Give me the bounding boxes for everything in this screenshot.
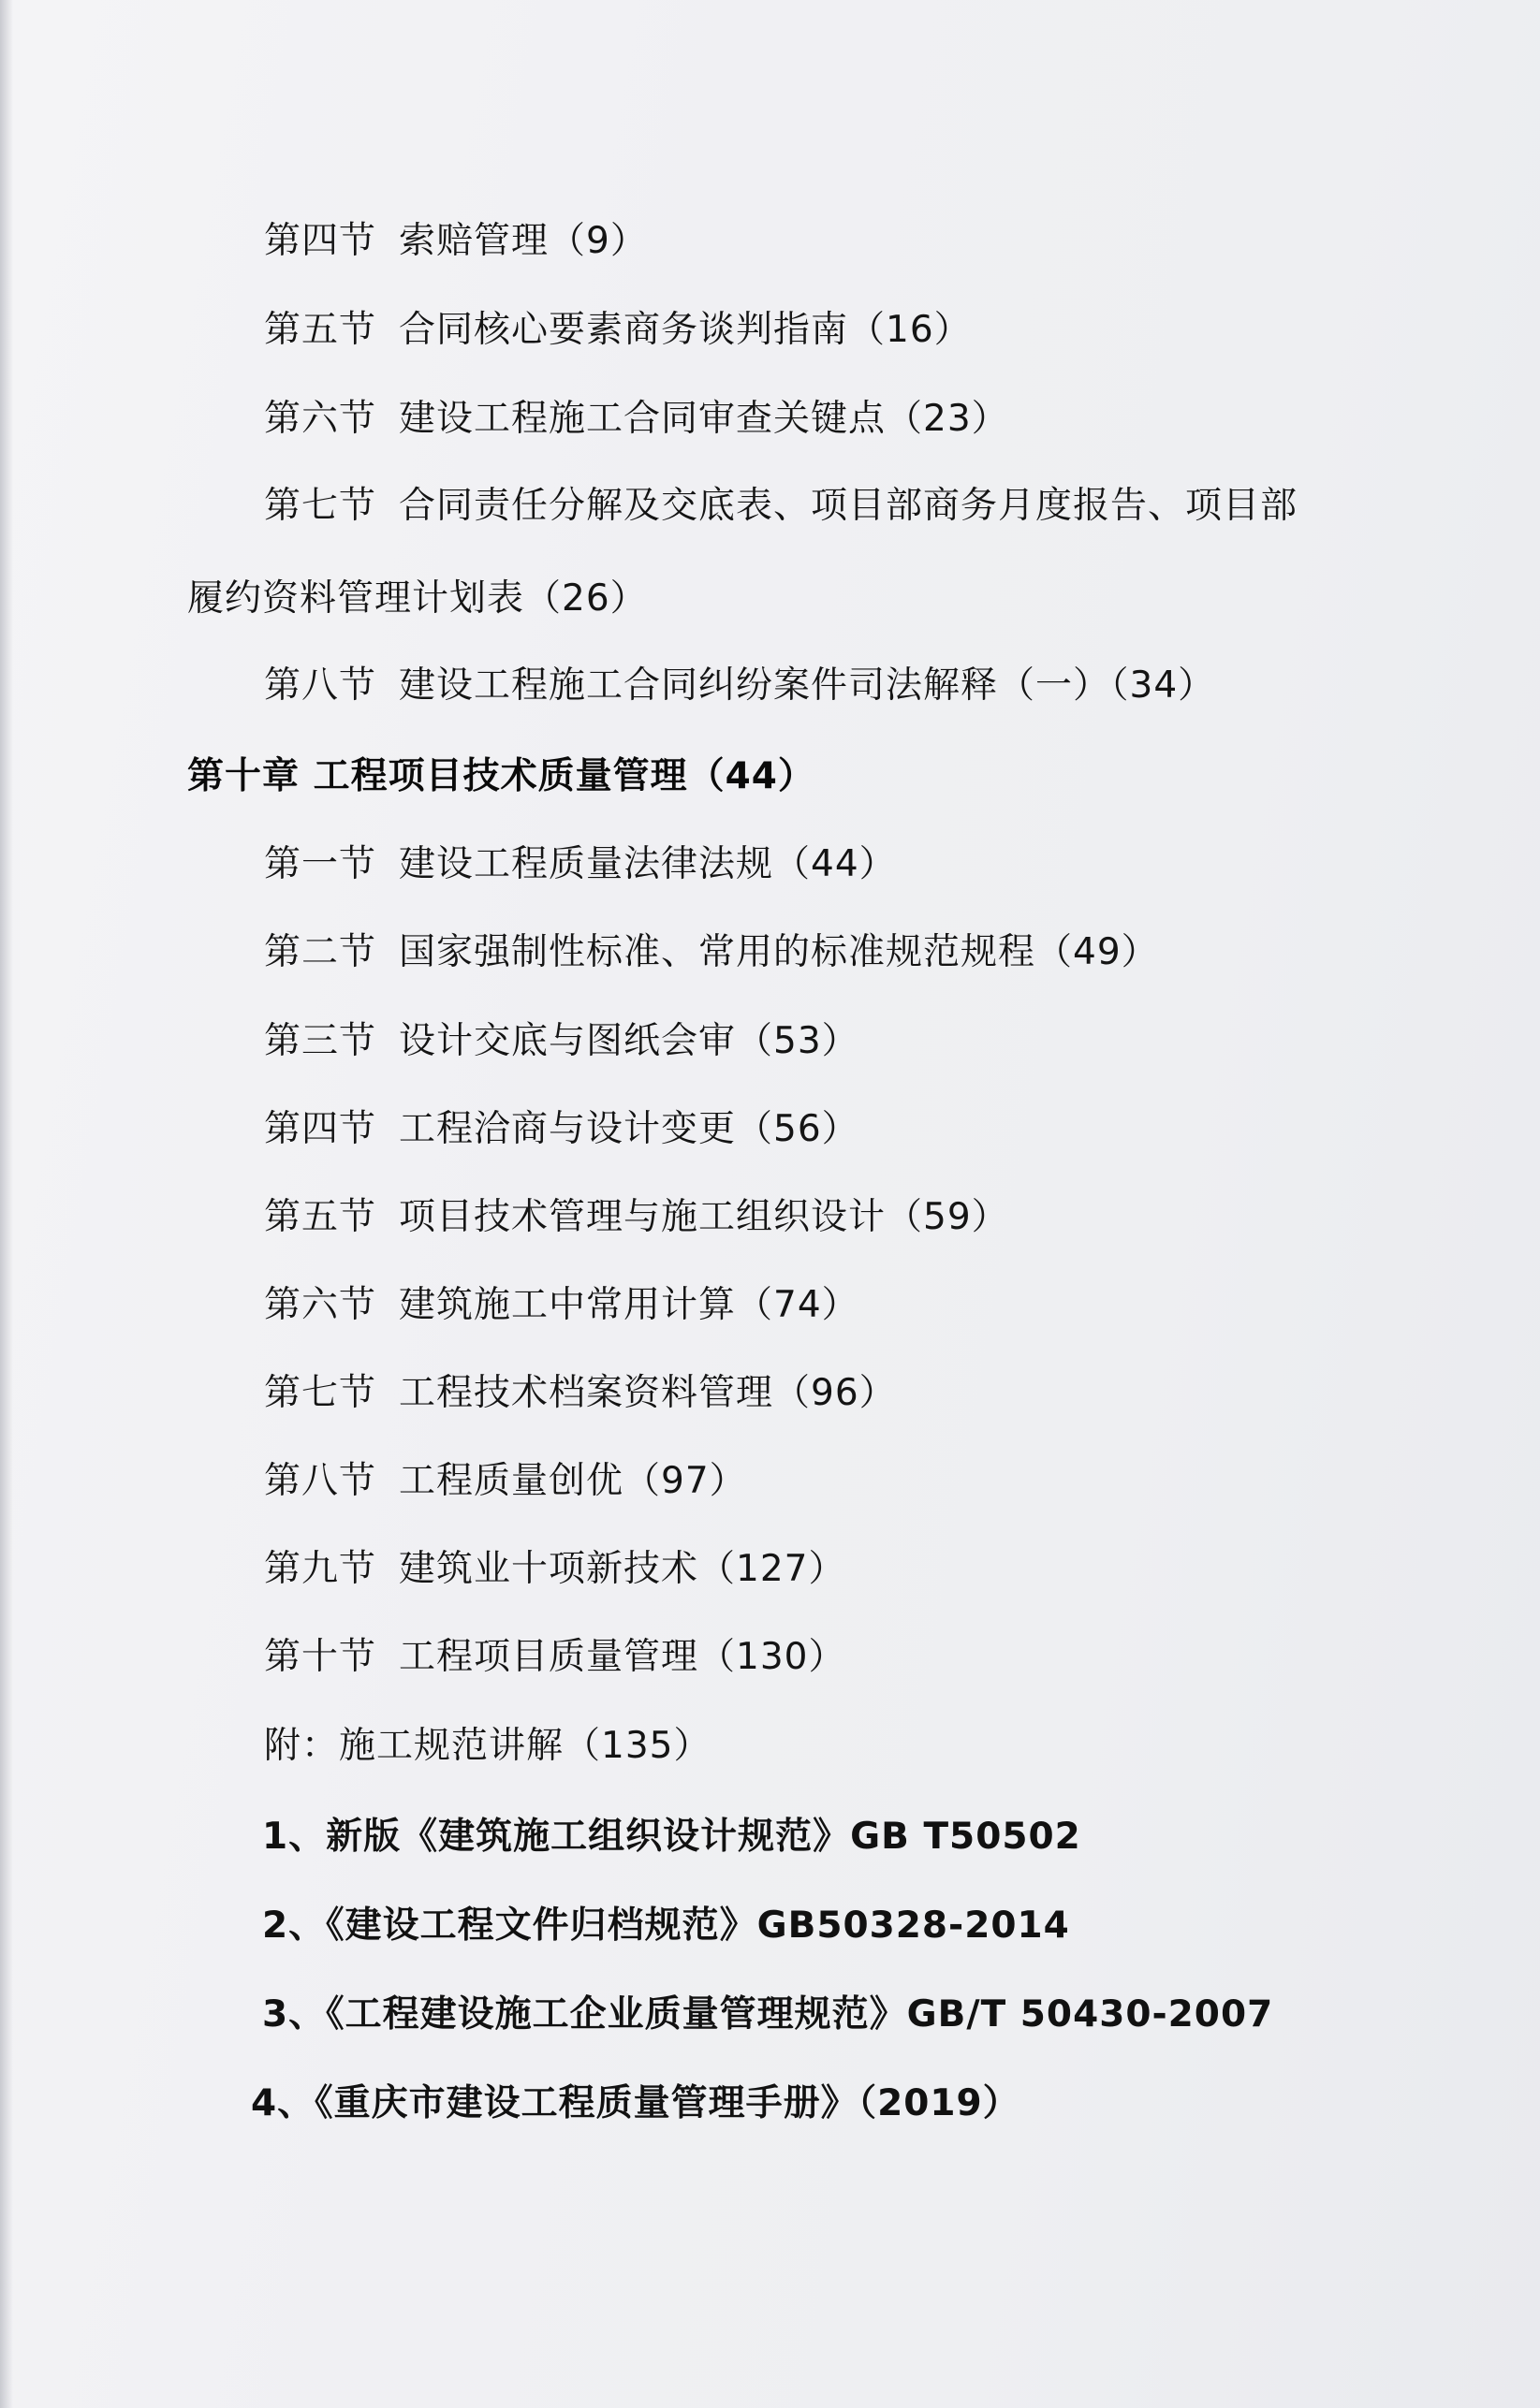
section-title: 项目技术管理与施工组织设计（59） <box>399 1196 1009 1238</box>
toc-entry-section-7b <box>264 1372 897 1414</box>
toc-entry-section-4b <box>264 1108 859 1150</box>
section-number: 第五节 <box>264 1196 377 1238</box>
spec-title: 3、《工程建设施工企业质量管理规范》GB/T 50430-2007 <box>262 1993 1274 2036</box>
section-number: 第五节 <box>264 309 377 351</box>
section-title: 国家强制性标准、常用的标准规范规程（49） <box>399 931 1159 973</box>
section-number: 第一节 <box>264 843 377 885</box>
toc-entry-section-6 <box>264 398 1009 440</box>
section-number: 第三节 <box>264 1020 377 1062</box>
section-number: 第七节 <box>264 1372 377 1414</box>
toc-entry-section-7-continued <box>187 577 648 620</box>
section-number: 第四节 <box>264 1108 377 1150</box>
section-title: 工程质量创优（97） <box>399 1460 747 1502</box>
toc-entry-section-3 <box>264 1020 859 1062</box>
section-number: 第九节 <box>264 1548 377 1590</box>
toc-entry-appendix <box>264 1725 711 1767</box>
section-title: 合同核心要素商务谈判指南（16） <box>399 309 972 351</box>
section-title: 建设工程施工合同审查关键点（23） <box>399 398 1009 440</box>
toc-entry-section-10 <box>264 1636 846 1678</box>
section-title: 建筑业十项新技术（127） <box>399 1548 846 1590</box>
section-number: 第六节 <box>264 398 377 440</box>
section-number: 第八节 <box>264 664 377 707</box>
section-title: 工程技术档案资料管理（96） <box>399 1372 897 1414</box>
section-number: 第二节 <box>264 931 377 973</box>
toc-entry-section-8b <box>264 1460 747 1502</box>
toc-entry-section-4 <box>264 220 648 262</box>
section-title: 建设工程施工合同纠纷案件司法解释（一）（34） <box>399 664 1216 707</box>
toc-entry-section-7 <box>264 485 1298 527</box>
section-number: 第六节 <box>264 1284 377 1326</box>
section-number: 第八节 <box>264 1460 377 1502</box>
section-title: 建设工程质量法律法规（44） <box>399 843 897 885</box>
section-title: 索赔管理（9） <box>399 220 648 262</box>
spec-title: 2、《建设工程文件归档规范》GB50328-2014 <box>262 1905 1070 1947</box>
toc-entry-section-5b <box>264 1196 1009 1238</box>
toc-entry-section-8 <box>264 664 1216 707</box>
toc-entry-section-6b <box>264 1284 859 1326</box>
spec-title: 1、新版《建筑施工组织设计规范》GB T50502 <box>262 1816 1081 1858</box>
section-title: 工程洽商与设计变更（56） <box>399 1108 859 1150</box>
spec-title: 4、《重庆市建设工程质量管理手册》（2019） <box>251 2082 1020 2124</box>
section-title: 设计交底与图纸会审（53） <box>399 1020 859 1062</box>
toc-spec-1 <box>262 1816 1081 1858</box>
toc-entry-section-2 <box>264 931 1159 973</box>
toc-entry-section-1 <box>264 843 897 885</box>
section-number: 第四节 <box>264 220 377 262</box>
section-title: 工程项目质量管理（130） <box>399 1636 846 1678</box>
section-title-continued: 履约资料管理计划表（26） <box>187 577 648 620</box>
toc-spec-3 <box>262 1993 1274 2036</box>
toc-spec-4 <box>251 2082 1020 2124</box>
toc-chapter-10 <box>187 755 815 797</box>
section-title: 建筑施工中常用计算（74） <box>399 1284 859 1326</box>
appendix-title: 附：施工规范讲解（135） <box>264 1725 711 1767</box>
chapter-title: 第十章 工程项目技术质量管理（44） <box>187 755 815 797</box>
section-title: 合同责任分解及交底表、项目部商务月度报告、项目部 <box>399 485 1298 527</box>
section-number: 第十节 <box>264 1636 377 1678</box>
toc-spec-2 <box>262 1905 1070 1947</box>
toc-entry-section-9 <box>264 1548 846 1590</box>
toc-entry-section-5 <box>264 309 972 351</box>
section-number: 第七节 <box>264 485 377 527</box>
